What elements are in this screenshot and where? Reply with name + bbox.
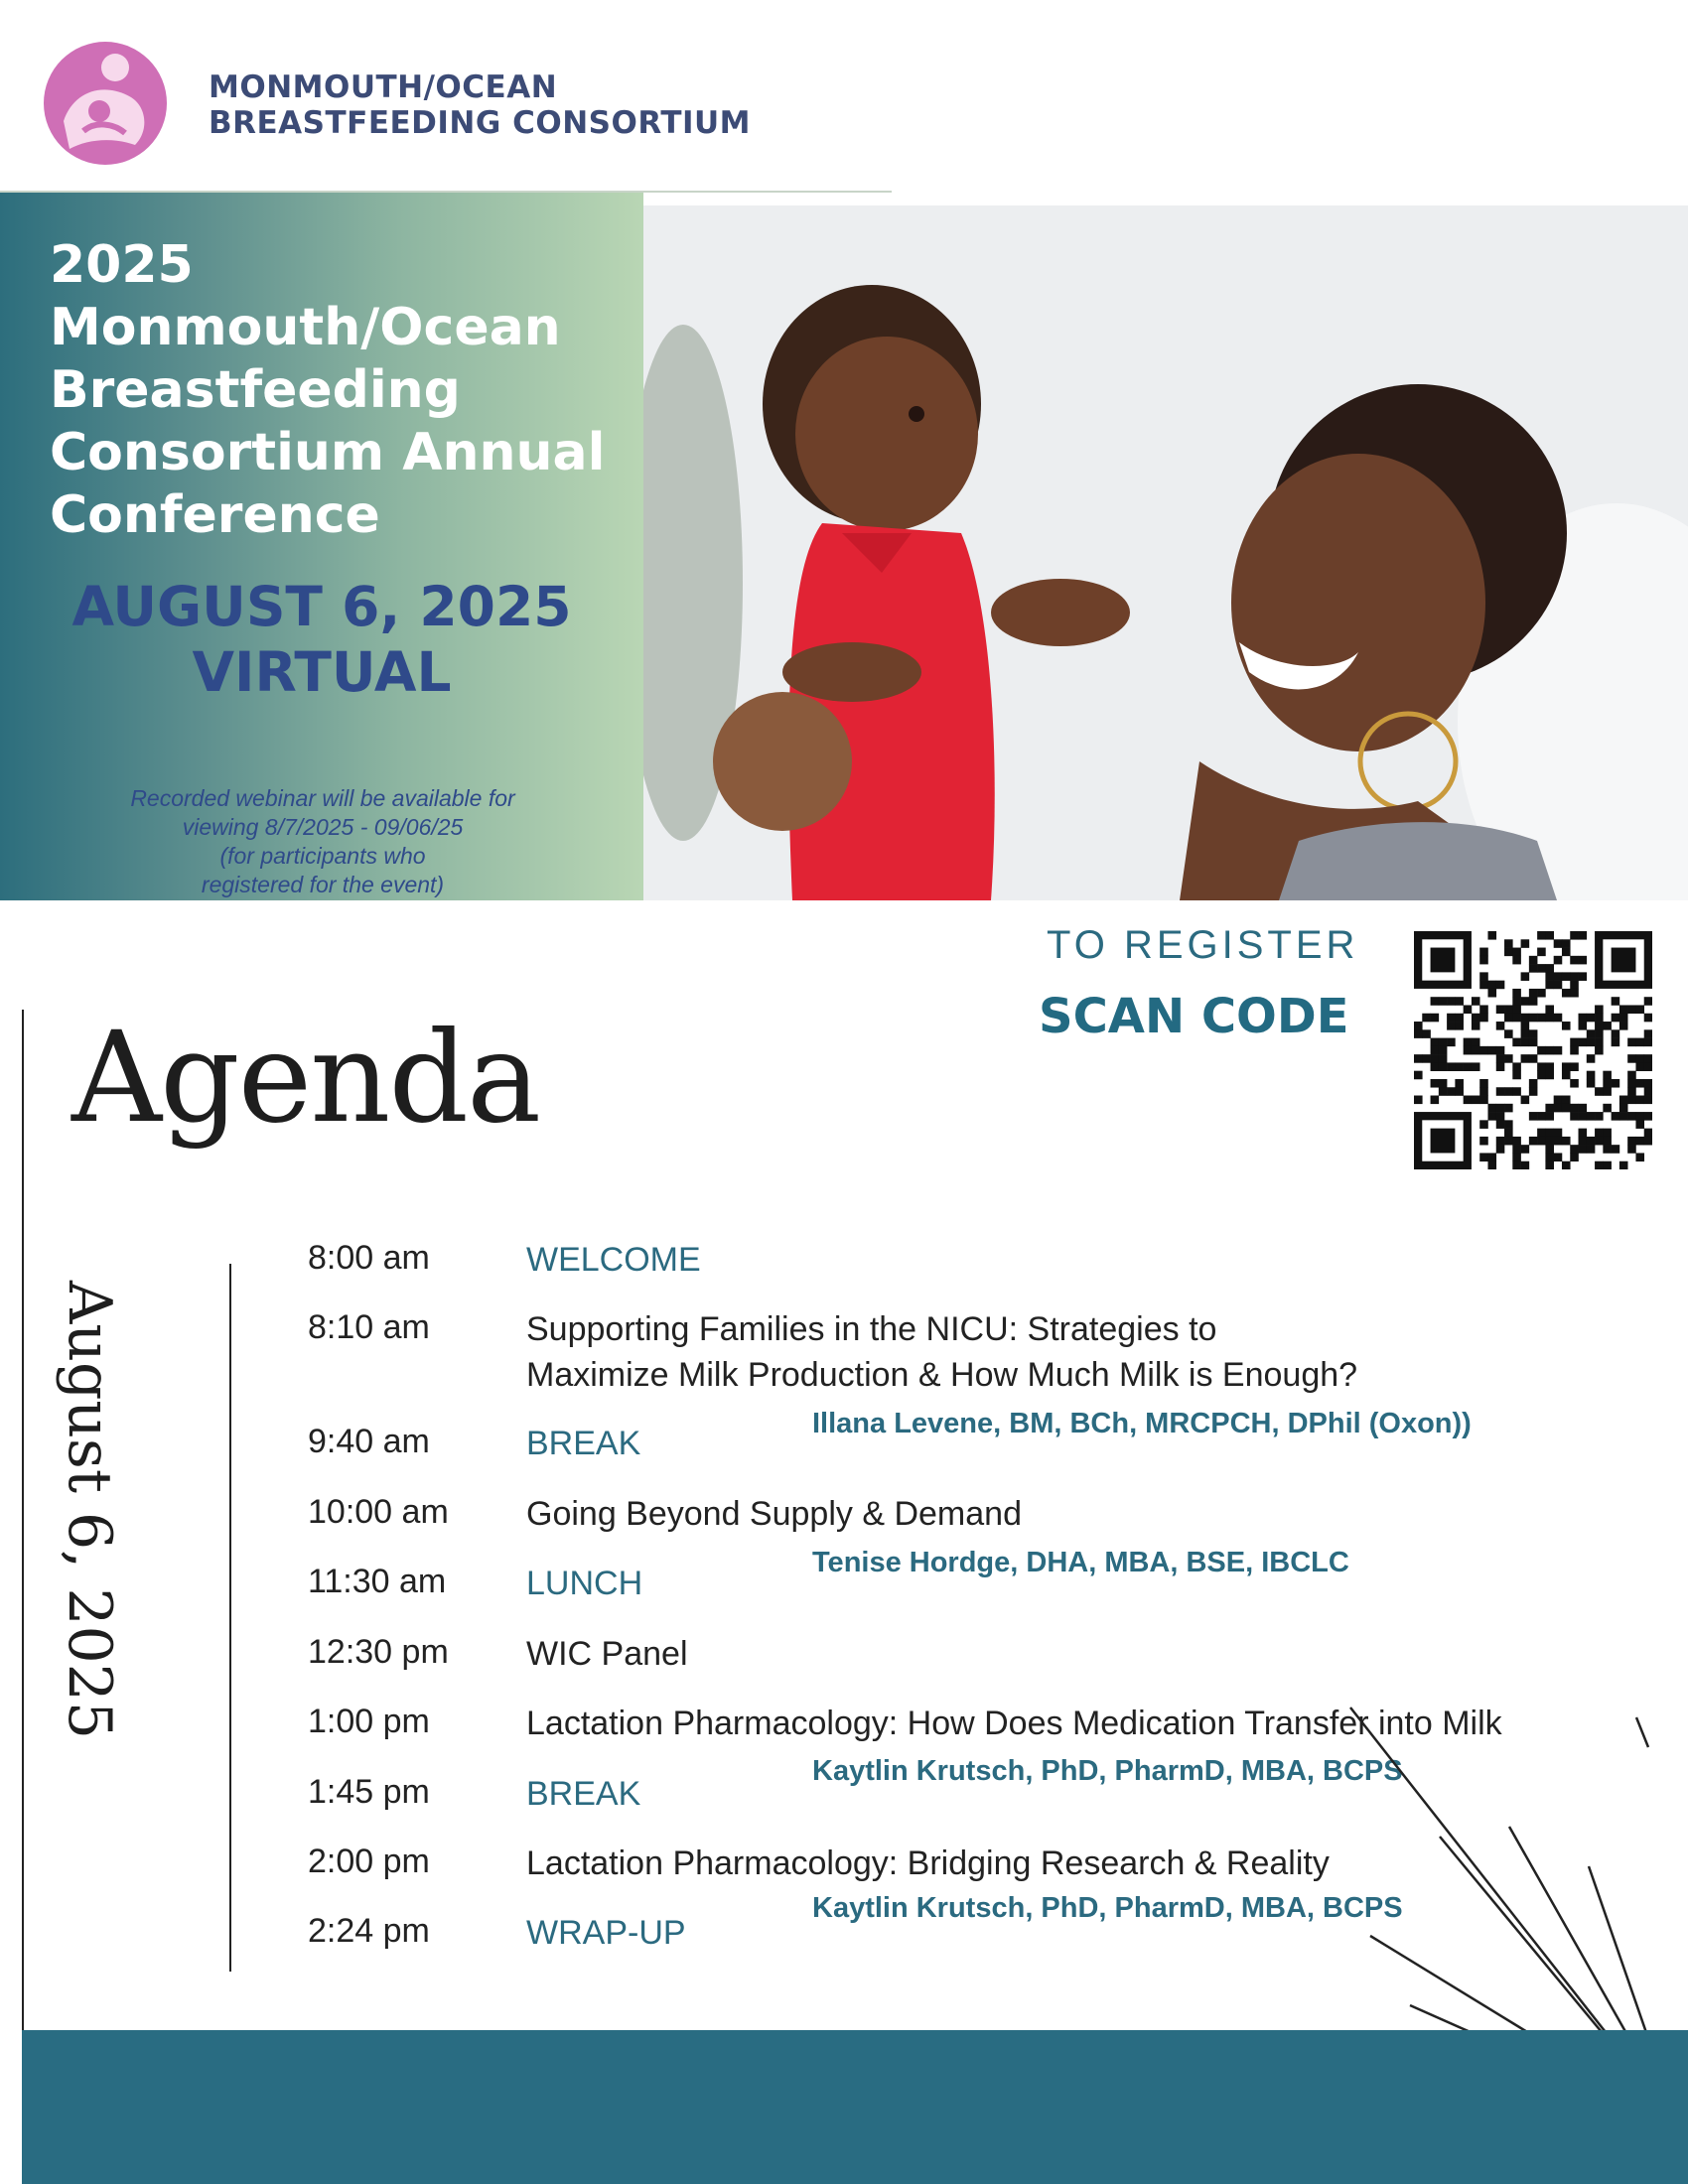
agenda-activity: Lactation Pharmacology: How Does Medication Transfer into Milk bbox=[526, 1705, 1502, 1742]
agenda-time: 9:40 am bbox=[308, 1423, 430, 1460]
footer-band bbox=[22, 2030, 1688, 2184]
conference-title bbox=[50, 234, 645, 547]
register-label: TO REGISTER bbox=[1047, 923, 1359, 967]
title-line: 2025 bbox=[50, 235, 194, 295]
agenda-speaker: Kaytlin Krutsch, PhD, PharmD, MBA, BCPS bbox=[812, 1755, 1403, 1787]
event-date: AUGUST 6, 2025 bbox=[71, 575, 572, 638]
agenda-activity: WIC Panel bbox=[526, 1635, 688, 1673]
note-line: Recorded webinar will be available for bbox=[130, 785, 515, 811]
consortium-logo bbox=[44, 42, 167, 165]
recording-note bbox=[60, 784, 586, 899]
agenda-activity: LUNCH bbox=[526, 1565, 643, 1602]
agenda-speaker: Kaytlin Krutsch, PhD, PharmD, MBA, BCPS bbox=[812, 1892, 1403, 1924]
org-name-line1: MONMOUTH/OCEAN bbox=[209, 69, 558, 105]
agenda-activity: Supporting Families in the NICU: Strategies to bbox=[526, 1310, 1217, 1348]
agenda-time: 1:00 pm bbox=[308, 1703, 430, 1740]
agenda-activity-cont: Maximize Milk Production & How Much Milk is Enough? bbox=[526, 1356, 1358, 1394]
agenda-time: 10:00 am bbox=[308, 1493, 449, 1531]
agenda-activity: WELCOME bbox=[526, 1241, 701, 1279]
title-line: Conference bbox=[50, 485, 380, 545]
agenda-side-date-text: August 6, 2025 bbox=[55, 1281, 124, 1740]
note-line: viewing 8/7/2025 - 09/06/25 bbox=[182, 814, 464, 840]
agenda-activity: WRAP-UP bbox=[526, 1914, 686, 1952]
agenda-time: 8:10 am bbox=[308, 1308, 430, 1346]
agenda-time: 11:30 am bbox=[308, 1563, 447, 1600]
agenda-activity: Going Beyond Supply & Demand bbox=[526, 1495, 1022, 1533]
registration-qr-code[interactable] bbox=[1414, 931, 1652, 1169]
agenda-time: 2:00 pm bbox=[308, 1843, 430, 1880]
org-name bbox=[209, 69, 751, 141]
title-line: Monmouth/Ocean bbox=[50, 298, 561, 357]
page-left-rule bbox=[22, 1010, 24, 2184]
agenda-time: 12:30 pm bbox=[308, 1633, 449, 1671]
agenda-time: 8:00 am bbox=[308, 1239, 430, 1277]
org-name-line2: BREASTFEEDING CONSORTIUM bbox=[209, 105, 752, 141]
agenda-activity: BREAK bbox=[526, 1775, 641, 1813]
title-line: Breastfeeding bbox=[50, 360, 461, 420]
scan-code-label: SCAN CODE bbox=[1039, 989, 1349, 1044]
note-line: registered for the event) bbox=[201, 872, 445, 897]
title-line: Consortium Annual bbox=[50, 423, 606, 482]
agenda-activity: BREAK bbox=[526, 1425, 641, 1462]
agenda-time: 1:45 pm bbox=[308, 1773, 430, 1811]
agenda-speaker: Tenise Hordge, DHA, MBA, BSE, IBCLC bbox=[812, 1547, 1349, 1578]
event-date-block bbox=[0, 574, 643, 705]
note-line: (for participants who bbox=[219, 843, 426, 869]
agenda-heading: Agenda bbox=[71, 1005, 540, 1151]
agenda-speaker: Illana Levene, BM, BCh, MRCPCH, DPhil (Oxon)) bbox=[812, 1408, 1472, 1439]
event-format: VIRTUAL bbox=[192, 640, 452, 704]
agenda-divider bbox=[229, 1264, 231, 1972]
agenda-time: 2:24 pm bbox=[308, 1912, 430, 1950]
mother-and-baby-photo bbox=[643, 205, 1688, 900]
agenda-activity: Lactation Pharmacology: Bridging Research & Reality bbox=[526, 1844, 1330, 1882]
